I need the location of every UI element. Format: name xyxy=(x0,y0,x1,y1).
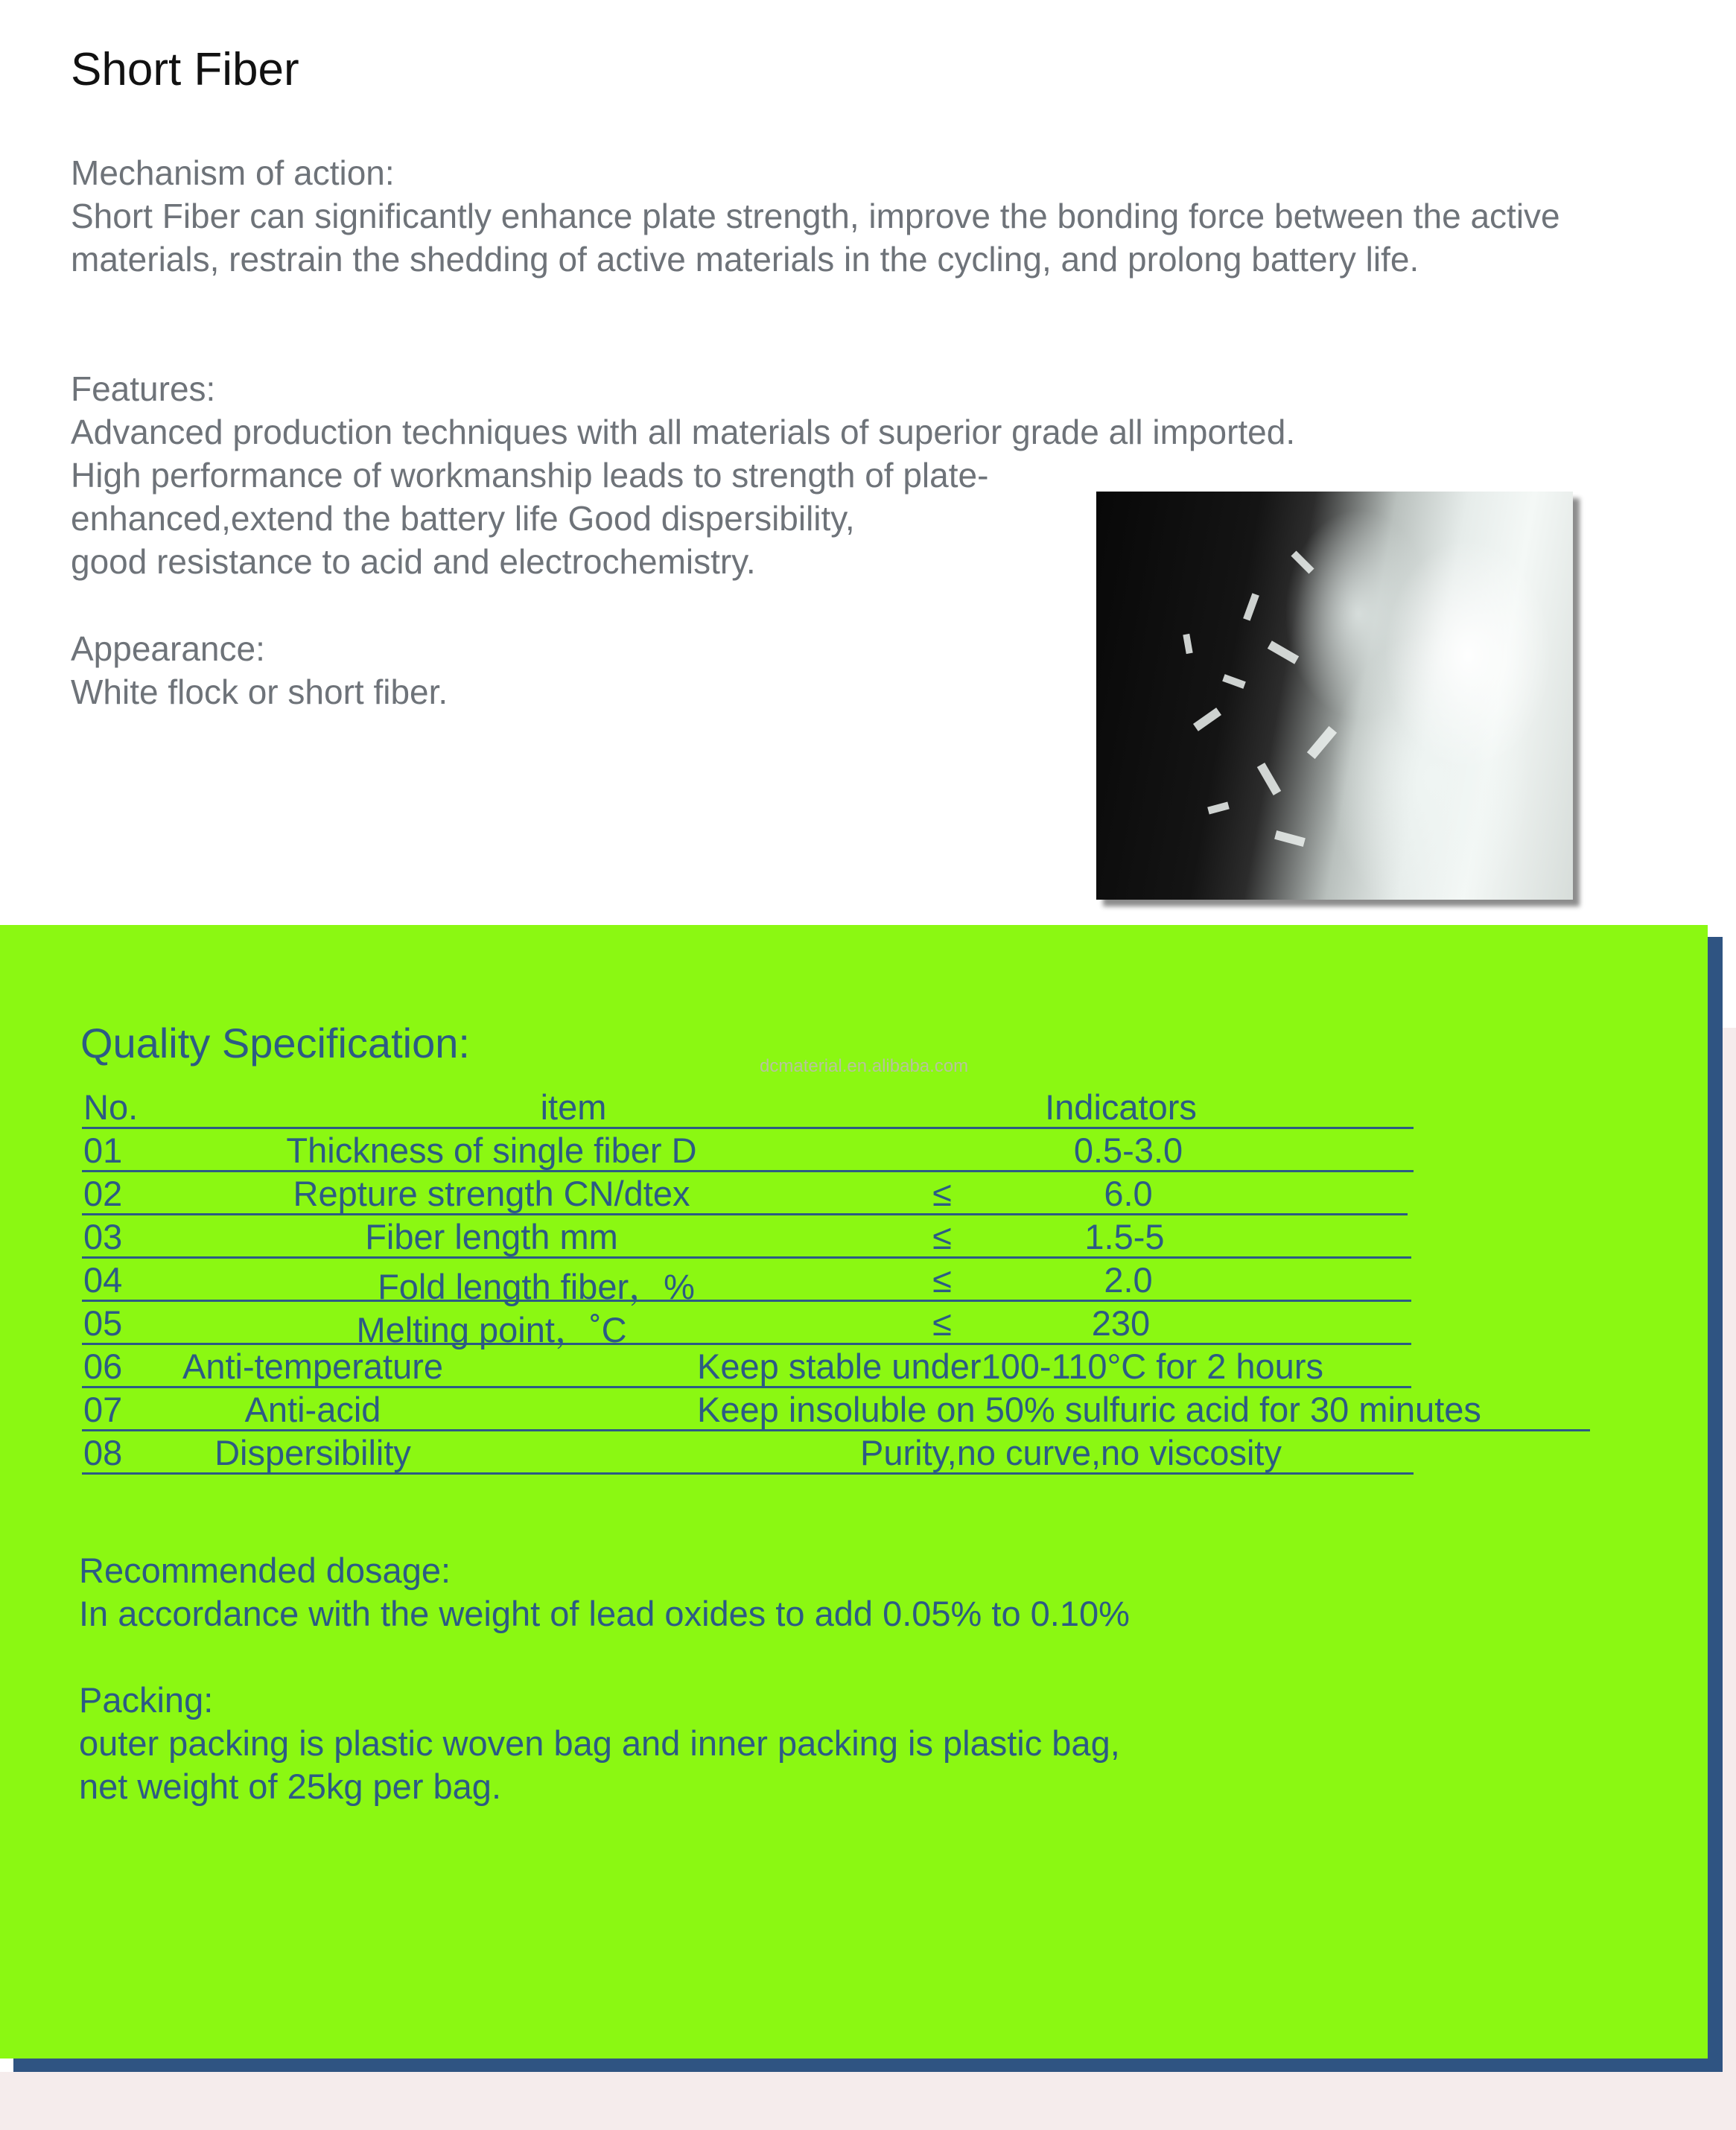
features-line: Advanced production techniques with all materials of superior grade all imported. xyxy=(71,413,1296,451)
row-value: Purity,no curve,no viscosity xyxy=(860,1433,1282,1472)
packing-line: net weight of 25kg per bag. xyxy=(79,1767,502,1806)
page-edge-strip xyxy=(1723,1028,1736,2130)
row-no: 03 xyxy=(83,1217,123,1256)
row-item: Anti-temperature xyxy=(182,1347,444,1386)
row-no: 02 xyxy=(83,1174,123,1213)
packing-line: outer packing is plastic woven bag and inner packing is plastic bag, xyxy=(79,1723,1120,1763)
row-le-symbol: ≤ xyxy=(932,1260,952,1300)
row-no: 07 xyxy=(83,1390,123,1429)
header-item: item xyxy=(540,1087,607,1127)
dosage-heading: Recommended dosage: xyxy=(79,1551,451,1590)
row-no: 06 xyxy=(83,1347,123,1386)
row-item: Thickness of single fiber D xyxy=(286,1131,697,1170)
row-le-symbol: ≤ xyxy=(932,1174,952,1213)
table-row xyxy=(82,1300,1411,1349)
table-row xyxy=(82,1429,1414,1475)
row-le-symbol: ≤ xyxy=(932,1217,952,1256)
table-row xyxy=(82,1256,1411,1306)
mechanism-section xyxy=(71,151,1560,281)
table-row xyxy=(82,1343,1411,1388)
row-item: Anti-acid xyxy=(244,1390,381,1429)
mechanism-heading: Mechanism of action: xyxy=(71,153,395,192)
row-no: 04 xyxy=(83,1260,123,1300)
page-bottom-strip xyxy=(0,2072,1736,2130)
row-item: Repture strength CN/dtex xyxy=(293,1174,690,1213)
table-row xyxy=(82,1386,1590,1431)
row-value: 230 xyxy=(1091,1303,1151,1343)
table-row xyxy=(82,1213,1411,1259)
spec-table xyxy=(82,1084,1609,1478)
header-indicators: Indicators xyxy=(1045,1087,1197,1127)
appearance-heading: Appearance: xyxy=(71,629,265,668)
row-no: 01 xyxy=(83,1131,123,1170)
features-line: good resistance to acid and electrochemistry. xyxy=(71,542,756,581)
row-item: Fiber length mm xyxy=(365,1217,618,1256)
row-item: Fold length fiber，% xyxy=(378,1267,695,1306)
row-value: 0.5-3.0 xyxy=(1073,1131,1183,1170)
row-value: 6.0 xyxy=(1104,1174,1153,1213)
table-row xyxy=(82,1127,1414,1172)
panel-shadow-bottom xyxy=(13,2059,1723,2072)
appearance-section xyxy=(71,627,448,713)
panel-shadow-right xyxy=(1708,937,1723,2072)
row-no: 08 xyxy=(83,1433,123,1472)
appearance-body: White flock or short fiber. xyxy=(71,673,448,711)
row-value: 2.0 xyxy=(1104,1260,1153,1300)
features-heading: Features: xyxy=(71,369,216,408)
mechanism-body: Short Fiber can significantly enhance plate strength, improve the bonding force between the active materials, restrain the shedding of active materials in the cycling, and prolong battery life. xyxy=(71,197,1560,279)
dosage-section xyxy=(79,1549,1130,1635)
dosage-body: In accordance with the weight of lead oxides to add 0.05% to 0.10% xyxy=(79,1594,1130,1633)
page-title: Short Fiber xyxy=(71,44,299,95)
spec-header-row xyxy=(82,1084,1414,1129)
spec-title: Quality Specification: xyxy=(80,1020,470,1066)
header-no: No. xyxy=(83,1087,139,1127)
row-item: Melting point，˚C xyxy=(356,1310,627,1349)
row-value: 1.5-5 xyxy=(1084,1217,1165,1256)
features-line: enhanced,extend the battery life Good dispersibility, xyxy=(71,499,855,538)
fiber-product-photo xyxy=(1096,492,1573,900)
features-line: High performance of workmanship leads to strength of plate- xyxy=(71,456,989,495)
packing-section xyxy=(79,1679,1120,1808)
row-item: Dispersibility xyxy=(214,1433,411,1472)
watermark: dcmaterial.en.alibaba.com xyxy=(760,1056,969,1076)
row-value: Keep insoluble on 50% sulfuric acid for 30 minutes xyxy=(697,1390,1481,1429)
row-le-symbol: ≤ xyxy=(932,1303,952,1343)
row-no: 05 xyxy=(83,1303,123,1343)
row-value: Keep stable under100-110°C for 2 hours xyxy=(697,1347,1323,1386)
table-row xyxy=(82,1170,1408,1215)
packing-heading: Packing: xyxy=(79,1680,214,1720)
